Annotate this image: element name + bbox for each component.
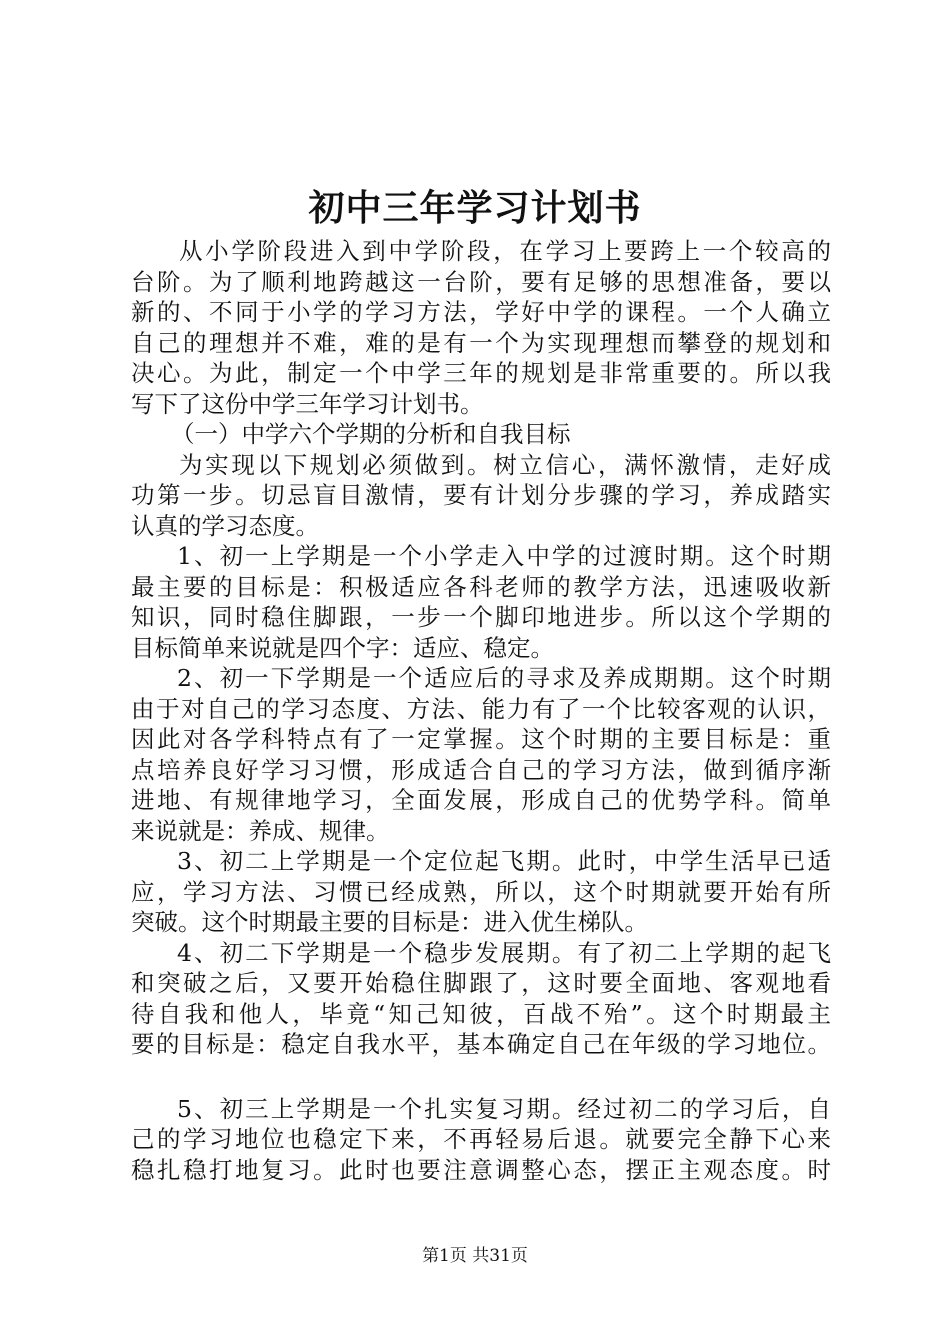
paragraph-line: 点培养良好学习习惯，形成适合自己的学习方法，做到循序渐: [131, 755, 831, 784]
paragraph-line: 5、初三上学期是一个扎实复习期。经过初二的学习后，自: [177, 1094, 831, 1123]
paragraph-line: 认真的学习态度。: [131, 511, 319, 540]
paragraph-line: 自己的理想并不难，难的是有一个为实现理想而攀登的规划和: [131, 328, 831, 357]
paragraph-line: 要的目标是：稳定自我水平，基本确定自己在年级的学习地位。: [131, 1030, 831, 1058]
paragraph-line: 稳扎稳打地复习。此时也要注意调整心态，摆正主观态度。时: [131, 1155, 831, 1184]
paragraph-line: 因此对各学科特点有了一定掌握。这个时期的主要目标是：重: [131, 725, 831, 753]
paragraph-gap: [131, 1060, 831, 1094]
paragraph-line: 来说就是：养成、规律。: [131, 816, 390, 845]
paragraph-line: 功第一步。切忌盲目激情，要有计划分步骤的学习，养成踏实: [131, 481, 831, 509]
paragraph-line: 待自我和他人，毕竟“知己知彼，百战不殆”。这个时期最主: [131, 999, 831, 1028]
paragraph-line: 知识，同时稳住脚跟，一步一个脚印地进步。所以这个学期的: [131, 603, 831, 631]
document-body: [131, 236, 831, 1185]
paragraph-line: 4、初二下学期是一个稳步发展期。有了初二上学期的起飞: [177, 938, 831, 967]
paragraph-line: 进地、有规律地学习，全面发展，形成自己的优势学科。简单: [131, 786, 831, 814]
paragraph-line: 由于对自己的学习态度、方法、能力有了一个比较客观的认识，: [131, 694, 831, 723]
paragraph-line: 台阶。为了顺利地跨越这一台阶，要有足够的思想准备，要以: [131, 267, 831, 296]
paragraph-line: 2、初一下学期是一个适应后的寻求及养成期期。这个时期: [177, 664, 831, 692]
paragraph-line: 目标简单来说就是四个字：适应、稳定。: [131, 633, 554, 662]
document-title: 初中三年学习计划书: [308, 187, 642, 229]
paragraph-line: 和突破之后，又要开始稳住脚跟了，这时要全面地、客观地看: [131, 969, 831, 997]
section-heading: （一）中学六个学期的分析和自我目标: [171, 420, 571, 448]
paragraph-line: 己的学习地位也稳定下来，不再轻易后退。就要完全静下心来: [131, 1125, 831, 1153]
paragraph-line: 从小学阶段进入到中学阶段，在学习上要跨上一个较高的: [179, 237, 831, 265]
paragraph-line: 为实现以下规划必须做到。树立信心，满怀激情，走好成: [179, 450, 831, 479]
paragraph-line: 最主要的目标是：积极适应各科老师的教学方法，迅速吸收新: [131, 572, 831, 601]
paragraph-line: 新的、不同于小学的学习方法，学好中学的课程。一个人确立: [131, 298, 831, 326]
page-footer: 第1页 共31页: [422, 1246, 528, 1266]
paragraph-line: 突破。这个时期最主要的目标是：进入优生梯队。: [131, 908, 648, 936]
paragraph-line: 1、初一上学期是一个小学走入中学的过渡时期。这个时期: [177, 542, 831, 570]
paragraph-line: 应，学习方法、习惯已经成熟，所以，这个时期就要开始有所: [131, 877, 831, 906]
paragraph-line: 写下了这份中学三年学习计划书。: [131, 389, 484, 418]
paragraph-line: 3、初二上学期是一个定位起飞期。此时，中学生活早已适: [177, 847, 831, 875]
paragraph-line: 决心。为此，制定一个中学三年的规划是非常重要的。所以我: [131, 359, 831, 387]
